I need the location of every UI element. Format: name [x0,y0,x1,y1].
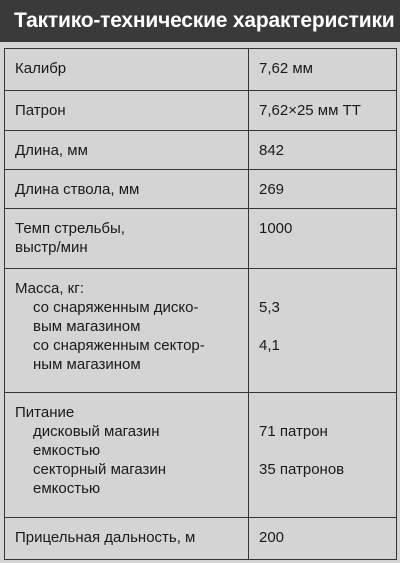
row-value: 269 [249,170,397,209]
row-value: 842 [249,131,397,170]
row-subvalue: 5,3 [259,299,280,316]
table-row [5,131,397,170]
row-sublabel-line: дисковый магазин [33,423,160,440]
row-value: 200 [249,518,397,560]
table-row [5,91,397,131]
row-value [249,269,397,393]
row-subvalue: 35 патронов [259,461,345,478]
row-sublabel-line: вым магазином [33,318,141,335]
row-sublabel-line: со снаряженным диско- [33,299,199,316]
row-value: 1000 [249,209,397,269]
spec-table [4,48,397,560]
row-label-line: Темп стрельбы, [15,220,125,237]
table-row [5,518,397,560]
table-row [5,393,397,518]
table-row [5,170,397,209]
row-sublabel-line: ным магазином [33,356,141,373]
table-row [5,269,397,393]
row-sublabel-line: секторный магазин [33,461,167,478]
row-value: 7,62 мм [249,49,397,91]
row-label-line: выстр/мин [15,239,88,256]
row-label-main: Питание [15,404,75,421]
row-label: Калибр [5,49,249,91]
table-title: Тактико-технические характеристики [0,0,400,42]
row-sublabel-line: со снаряженным сектор- [33,337,205,354]
row-value: 7,62×25 мм ТТ [249,91,397,131]
row-subvalue: 4,1 [259,337,280,354]
row-label [5,269,249,393]
row-sublabel-line: емкостью [33,480,101,497]
row-label [5,393,249,518]
row-label: Длина, мм [5,131,249,170]
row-label [5,209,249,269]
row-sublabel-line: емкостью [33,442,101,459]
table-row [5,49,397,91]
row-label: Патрон [5,91,249,131]
row-label: Прицельная дальность, м [5,518,249,560]
row-value [249,393,397,518]
row-label-main: Масса, кг: [15,280,84,297]
row-subvalue: 71 патрон [259,423,328,440]
table-row [5,209,397,269]
row-label: Длина ствола, мм [5,170,249,209]
